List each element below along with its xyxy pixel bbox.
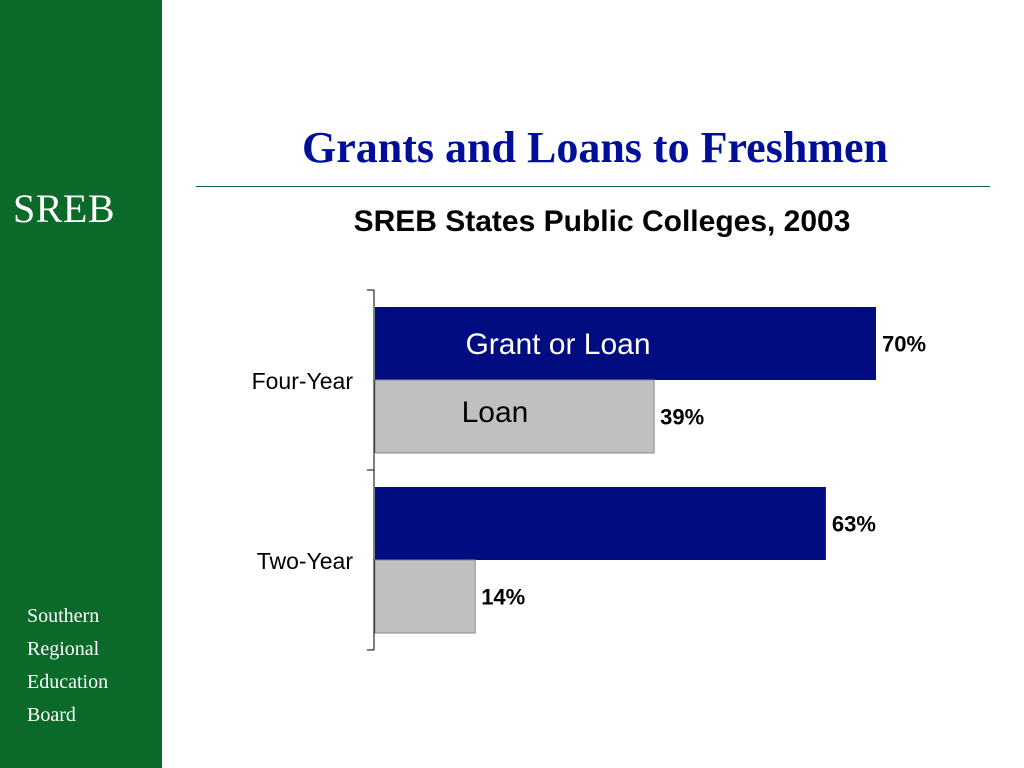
- org-line-4: Board: [27, 704, 76, 726]
- slide-title: Grants and Loans to Freshmen: [302, 123, 888, 172]
- org-line-1: Southern: [27, 605, 100, 627]
- data-label: 14%: [481, 584, 526, 610]
- bar: [375, 560, 475, 633]
- brand-logo-text: SREB: [13, 186, 116, 231]
- data-label: 70%: [881, 331, 927, 357]
- category-label: Two-Year: [256, 548, 353, 574]
- data-label: 39%: [660, 404, 705, 430]
- bar: [375, 487, 826, 560]
- chart-subtitle: SREB States Public Colleges, 2003: [353, 205, 851, 238]
- org-line-2: Regional: [27, 638, 100, 660]
- legend-label-loan: Loan: [461, 396, 529, 429]
- category-label: Four-Year: [251, 368, 353, 394]
- legend-label-grant-or-loan: Grant or Loan: [465, 328, 651, 361]
- data-label: 63%: [831, 511, 876, 537]
- org-line-3: Education: [27, 671, 109, 693]
